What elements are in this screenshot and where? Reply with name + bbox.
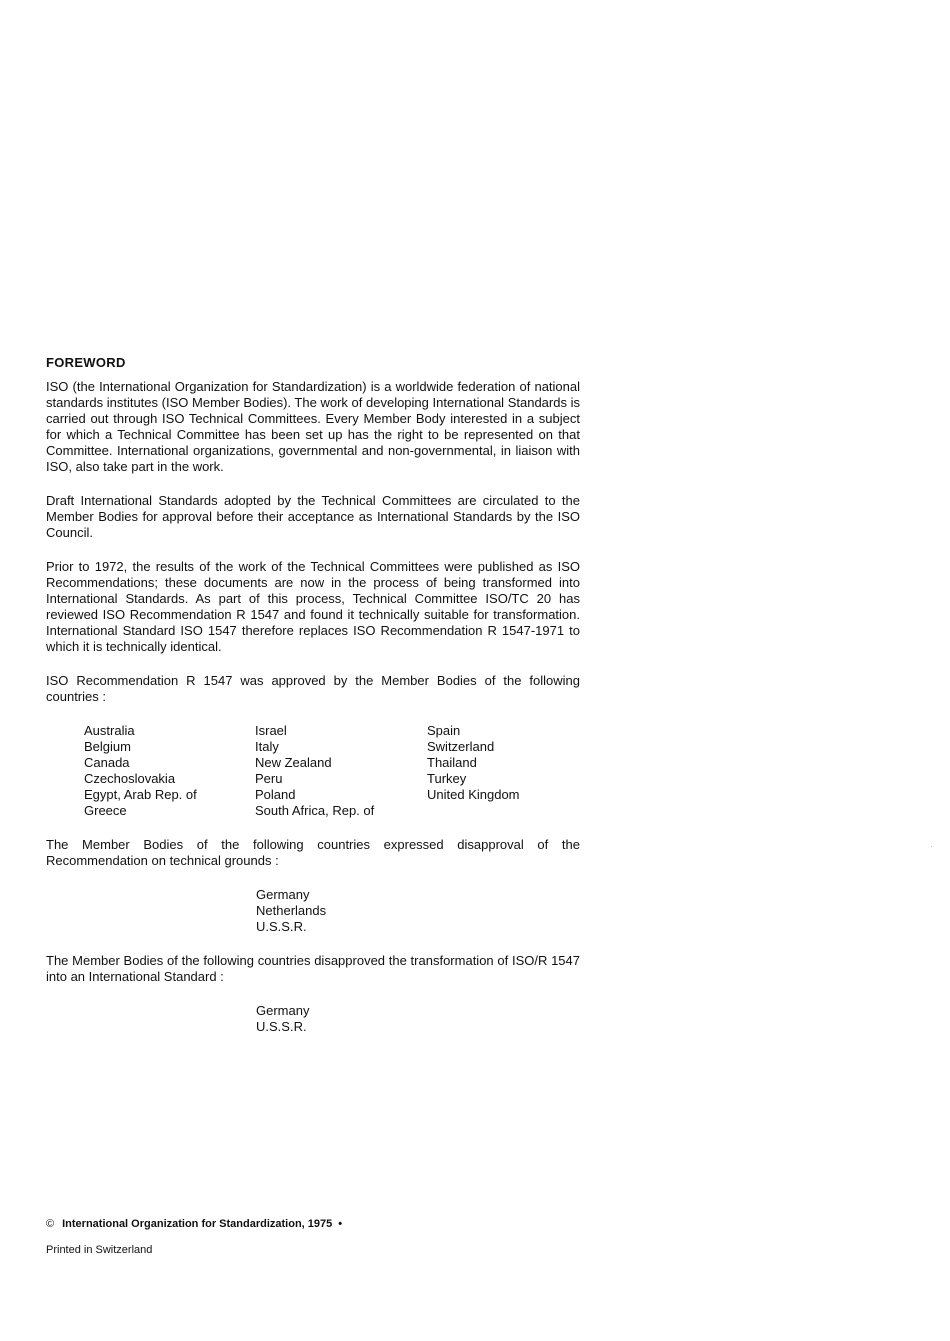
country-item: Thailand [427,755,477,770]
scan-speck [931,846,932,847]
paragraph-prior-1972: Prior to 1972, the results of the work of the Technical Committees were published as ISO Recommendations; these documents are now in the process of being transformed into International Standards. As part of this process, Technical Committee ISO/TC 20 has reviewed ISO Recommendation R 1547 and found it technically suitable for transformation. International Standard ISO 1547 therefore replaces ISO Recommendation R 1547-1971 to which it is technically identical. [46,559,580,654]
disapproval-countries-list [256,887,580,935]
paragraph-transformation-intro: The Member Bodies of the following countries disapproved the transformation of ISO/R 1547 into an International Standard : [46,953,580,984]
page-footer [46,1218,342,1256]
transformation-countries-list [256,1003,580,1035]
country-item: Czechoslovakia [84,771,176,786]
copyright-symbol: © [46,1218,55,1230]
country-item: New Zealand [255,755,332,770]
country-column-3 [427,723,587,819]
country-item: U.S.S.R. [256,919,307,934]
country-item: Canada [84,755,130,770]
country-item: Germany [256,887,310,902]
bullet-icon: • [338,1218,343,1230]
country-item: Netherlands [256,903,327,918]
country-item: Italy [255,739,279,754]
printed-location: Printed in Switzerland [46,1244,153,1256]
country-item: Switzerland [427,739,495,754]
paragraph-draft-standards: Draft International Standards adopted by the Technical Committees are circulated to the Member Bodies for approval before their acceptance as International Standards by the ISO Council. [46,493,580,540]
country-item: Germany [256,1003,310,1018]
copyright-text: International Organization for Standardization, 1975 [62,1218,333,1230]
copyright-line [46,1218,342,1230]
country-item: South Africa, Rep. of [255,803,375,818]
country-item: Poland [255,787,296,802]
foreword-section [46,355,580,1053]
country-column-1 [84,723,255,819]
country-item: Peru [255,771,283,786]
country-column-2 [255,723,427,819]
country-item: Turkey [427,771,467,786]
country-item: United Kingdom [427,787,520,802]
country-item: Belgium [84,739,131,754]
country-item: Egypt, Arab Rep. of [84,787,197,802]
approved-countries-list [84,723,580,819]
paragraph-iso-intro: ISO (the International Organization for Standardization) is a worldwide federation of national standards institutes (ISO Member Bodies). The work of developing International Standards is carried out through ISO Technical Committees. Every Member Body interested in a subject for which a Technical Committee has been set up has the right to be represented on that Committee. International organizations, governmental and non-governmental, in liaison with ISO, also take part in the work. [46,379,580,474]
country-item: Greece [84,803,127,818]
country-item: Spain [427,723,461,738]
country-item: Israel [255,723,287,738]
paragraph-disapproval-intro: The Member Bodies of the following countries expressed disapproval of the Recommendation on technical grounds : [46,837,580,868]
country-item: Australia [84,723,135,738]
paragraph-approval-intro: ISO Recommendation R 1547 was approved by the Member Bodies of the following countries : [46,673,580,704]
country-item: U.S.S.R. [256,1019,307,1034]
foreword-heading: FOREWORD [46,355,126,370]
